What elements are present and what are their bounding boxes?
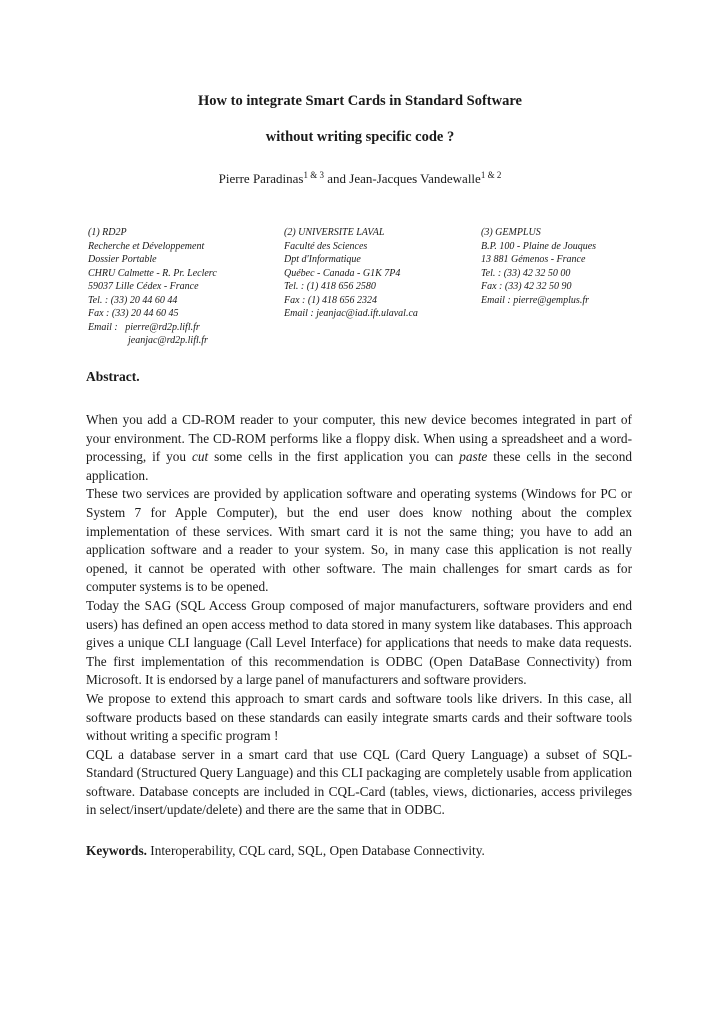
affiliation-line: Faculté des Sciences	[284, 240, 368, 252]
emphasis-paste: paste	[459, 449, 488, 465]
text-run: some cells in the first application you can	[208, 449, 460, 465]
affiliation-email: Email : pierre@gemplus.fr	[481, 294, 589, 306]
affiliation-line: Fax : (1) 418 656 2324	[284, 294, 378, 306]
abstract-paragraph-4: We propose to extend this approach to smart cards and software tools like drivers. In this case, all software products based on these standards can easily integrate smarts cards and their software tools without writing a specific program !	[86, 690, 632, 744]
affiliation-line: Dpt d'Informatique	[284, 254, 361, 265]
affiliation-laval	[284, 226, 418, 321]
affiliation-line: 13 881 Gémenos - France	[481, 254, 586, 265]
affiliation-line: B.P. 100 - Plaine de Jouques	[481, 240, 597, 252]
affiliation-gemplus	[481, 226, 596, 307]
emphasis-cut: cut	[191, 449, 209, 465]
affiliation-line: (2) UNIVERSITE LAVAL	[284, 227, 385, 238]
affiliation-line: (3) GEMPLUS	[481, 227, 541, 238]
affiliation-line: CHRU Calmette - R. Pr. Leclerc	[88, 267, 217, 279]
affiliation-email-extra: jeanjac@rd2p.lifl.fr	[128, 335, 208, 346]
affiliation-line: Fax : (33) 20 44 60 45	[88, 308, 179, 319]
text-run: When you add a CD-ROM reader to your computer, this new device becomes integrated in part of your environment. The CD-ROM performs like a floppy disk. When using a spreadsheet and a word-processing, if you	[86, 412, 632, 465]
affiliation-rd2p	[88, 226, 217, 348]
text-run: these cells in the second application.	[86, 449, 633, 483]
abstract-paragraph-5: CQL a database server in a smart card that use CQL (Card Query Language) a subset of SQL-Standard (Structured Query Language) and this CLI packaging are completely usable from application software. Database concepts are included in CQL-Card (tables, views, dictionaries, access privileges in select/insert/update/delete) and there are the same that in ODBC.	[86, 746, 632, 818]
author-connector: and	[327, 171, 347, 186]
paper-title-line-1: How to integrate Smart Cards in Standard Software	[198, 93, 522, 109]
abstract-paragraph-1	[86, 411, 632, 485]
paper-title-line-2: without writing specific code ?	[265, 129, 455, 145]
abstract-body	[86, 411, 632, 820]
affiliation-line: (1) RD2P	[88, 227, 127, 238]
abstract-paragraph-2: These two services are provided by application software and operating systems (Windows for PC or System 7 for Apple Computer), but the end user does know nothing about the complex implementation of these services. With smart card it is not the same thing; you have to add an application software and a reader to your system. So, in many case this application is not really opened, it cannot be operated with other software. The main challenges for smart cards as for computer systems is to be opened.	[86, 486, 632, 595]
affiliation-line: Recherche et Développement	[88, 240, 205, 252]
affiliation-line: Tel. : (1) 418 656 2580	[284, 281, 376, 292]
author-2-name: Jean-Jacques Vandewalle	[349, 171, 481, 186]
affiliation-line: Tel. : (33) 20 44 60 44	[88, 294, 178, 306]
affiliation-line: Tel. : (33) 42 32 50 00	[481, 267, 571, 279]
keywords-text: Interoperability, CQL card, SQL, Open Database Connectivity.	[146, 843, 485, 858]
abstract-heading: Abstract.	[86, 369, 140, 384]
affiliation-line: Dossier Portable	[88, 254, 157, 265]
affiliation-email: Email : jeanjac@iad.ift.ulaval.ca	[284, 308, 418, 319]
author-1-name: Pierre Paradinas	[218, 171, 304, 186]
keywords-line	[86, 843, 485, 859]
author-line	[0, 170, 720, 187]
affiliation-line: Fax : (33) 42 32 50 90	[481, 281, 572, 292]
abstract-paragraph-3: Today the SAG (SQL Access Group composed of major manufacturers, software providers and end users) has defined an open access method to data stored in many system like databases. This approach gives a unique CLI language (Call Level Interface) for applications that needs to make data requests. The first implementation of this recommendation is ODBC (Open DataBase Connectivity) from Microsoft. It is endorsed by a large panel of manufacturers and software providers.	[86, 597, 632, 688]
author-2-affiliation-marker: 1 & 2	[480, 170, 502, 180]
author-1-affiliation-marker: 1 & 3	[303, 170, 325, 180]
affiliation-email: Email : pierre@rd2p.lifl.fr	[88, 321, 200, 333]
affiliation-line: 59037 Lille Cédex - France	[88, 281, 199, 292]
affiliation-line: Québec - Canada - G1K 7P4	[284, 267, 401, 279]
keywords-label: Keywords.	[86, 843, 147, 858]
